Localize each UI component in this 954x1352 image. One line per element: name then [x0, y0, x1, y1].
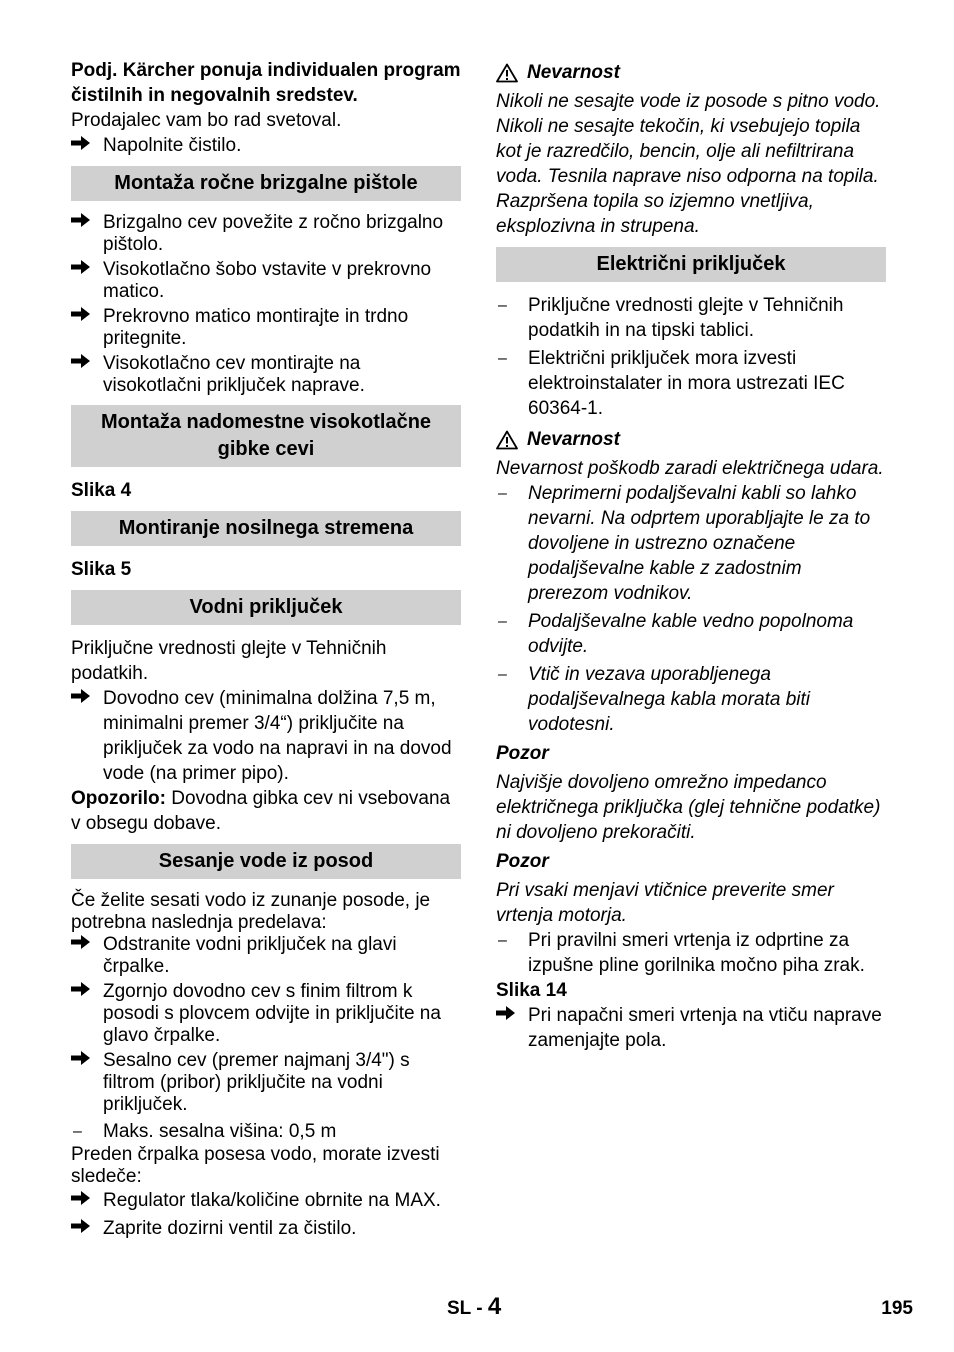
list-item: Zaprite dozirni ventil za čistilo. [71, 1216, 461, 1241]
dash-bullet: – [498, 350, 507, 367]
list-item: Prekrovno matico montirajte in trdno pritegnite. [71, 306, 461, 350]
intro-step: Napolnite čistilo. [71, 133, 461, 158]
heading-gun-mounting: Montaža ročne brizgalne pištole [71, 166, 461, 201]
arrow-right-icon [71, 981, 99, 1003]
footer-section-label [447, 1294, 501, 1321]
dash-bullet: – [498, 613, 507, 630]
list-item: – Pri pravilni smeri vrtenja iz odprtine za izpušne pline gorilnika močno piha zrak. [498, 930, 865, 976]
danger-title-1: Nevarnost [496, 60, 886, 85]
figure-ref-5: Slika 5 [71, 559, 132, 580]
warning-triangle-icon [496, 430, 518, 450]
water-step: Dovodno cev (minimalna dolžina 7,5 m, minimalni premer 3/4“) priključite na priključek za vodo na napravi in na dovod vode (na primer pipo). [71, 686, 461, 786]
fig14-step: Pri napačni smeri vrtenja na vtiču naprave zamenjajte pola. [496, 1003, 886, 1053]
heading-hose-replacement: Montaža nadomestne visokotlačne gibke cevi [71, 405, 461, 467]
arrow-right-icon [71, 353, 99, 375]
arrow-right-icon [71, 686, 99, 711]
heading-handle-mounting: Montiranje nosilnega stremena [71, 511, 461, 546]
danger-text-2: Nevarnost poškodb zaradi električnega udara. [496, 458, 884, 479]
water-text: Priključne vrednosti glejte v Tehničnih podatkih. [71, 638, 387, 684]
dash-bullet: – [498, 485, 507, 502]
list-item: Regulator tlaka/količine obrnite na MAX. [71, 1188, 461, 1213]
caution-text-2: Pri vsaki menjavi vtičnice preverite smer vrtenja motorja. [496, 880, 834, 926]
suction-text: Če želite sesati vodo iz zunanje posode, je potrebna naslednja predelava: [71, 890, 431, 933]
dash-bullet: – [498, 666, 507, 683]
caution-title-1: Pozor [496, 743, 549, 764]
caution-text-1: Najvišje dovoljeno omrežno impedanco električnega priključka (glej tehnične podatke) ni dovoljeno prekoračiti. [496, 772, 881, 843]
intro-text: Prodajalec vam bo rad svetoval. [71, 110, 342, 131]
list-item: – Neprimerni podaljševalni kabli so lahko nevarni. Na odprtem uporabljajte le za to dovoljene in ustrezno označene podaljševalne kable z zadostnim prerezom vodnikov. [498, 483, 871, 604]
suction-text-2: Preden črpalka posesa vodo, morate izvesti sledeče: [71, 1144, 440, 1187]
arrow-right-icon [496, 1003, 524, 1028]
danger-text-1: Nikoli ne sesajte vode iz posode s pitno vodo. Nikoli ne sesajte tekočin, ki vsebujejo topila kot je razredčilo, bencin, olje ali nefiltrirana voda. Tesnila naprave niso odporna na topila. Razpršena topila so izjemno vnetljiva, eksplozivna in strupena. [496, 91, 881, 237]
list-item: – Podaljševalne kable vedno popolnoma odvijte. [498, 611, 854, 657]
figure-ref-4: Slika 4 [71, 480, 132, 501]
footer-lang: SL - [447, 1298, 483, 1319]
list-item: – Električni priključek mora izvesti elektroinstalater in mora ustrezati IEC 60364-1. [498, 348, 845, 419]
heading-water-connection: Vodni priključek [71, 590, 461, 625]
arrow-right-icon [71, 1216, 99, 1241]
caution-title-2: Pozor [496, 851, 549, 872]
gun-steps-list [71, 212, 461, 397]
dash-bullet: – [73, 1123, 82, 1140]
danger-title-2: Nevarnost [496, 427, 886, 452]
suction-height-note: – Maks. sesalna višina: 0,5 m [73, 1121, 337, 1142]
list-item: Odstranite vodni priključek na glavi črpalke. [71, 934, 461, 978]
list-item: Brizgalno cev povežite z ročno brizgalno pištolo. [71, 212, 461, 256]
list-item: Visokotlačno cev montirajte na visokotlačni priključek naprave. [71, 353, 461, 397]
footer-section-number: 4 [487, 1293, 502, 1320]
list-item: – Vtič in vezava uporabljenega podaljševalnega kabla morata biti vodotesni. [498, 664, 811, 735]
arrow-right-icon [71, 1188, 99, 1213]
left-column [71, 58, 461, 1241]
arrow-right-icon [71, 212, 99, 234]
arrow-right-icon [71, 133, 99, 158]
list-item: – Priključne vrednosti glejte v Tehničnih podatkih in na tipski tablici. [498, 295, 844, 341]
intro-bold-text: Podj. Kärcher ponuja individualen program čistilnih in negovalnih sredstev. [71, 60, 461, 106]
heading-electric-connection: Električni priključek [496, 247, 886, 282]
page-number: 195 [881, 1298, 913, 1319]
note-label: Opozorilo: [71, 788, 166, 809]
warning-triangle-icon [496, 63, 518, 83]
water-note [71, 786, 461, 836]
suction-steps-list [71, 934, 461, 1116]
arrow-right-icon [71, 934, 99, 956]
arrow-right-icon [71, 1050, 99, 1072]
arrow-right-icon [71, 259, 99, 281]
right-column [496, 60, 886, 1053]
figure-ref-14: Slika 14 [496, 980, 567, 1001]
note-text: Dovodna gibka cev ni vsebovana v obsegu dobave. [71, 788, 451, 834]
arrow-right-icon [71, 306, 99, 328]
list-item: Sesalno cev (premer najmanj 3/4") s filtrom (pribor) priključite na vodni priključek. [71, 1050, 461, 1116]
heading-suction: Sesanje vode iz posod [71, 844, 461, 879]
dash-bullet: – [498, 297, 507, 314]
list-item: Visokotlačno šobo vstavite v prekrovno matico. [71, 259, 461, 303]
list-item: Zgornjo dovodno cev s finim filtrom k posodi s plovcem odvijte in priključite na glavo črpalke. [71, 981, 461, 1047]
dash-bullet: – [498, 932, 507, 949]
